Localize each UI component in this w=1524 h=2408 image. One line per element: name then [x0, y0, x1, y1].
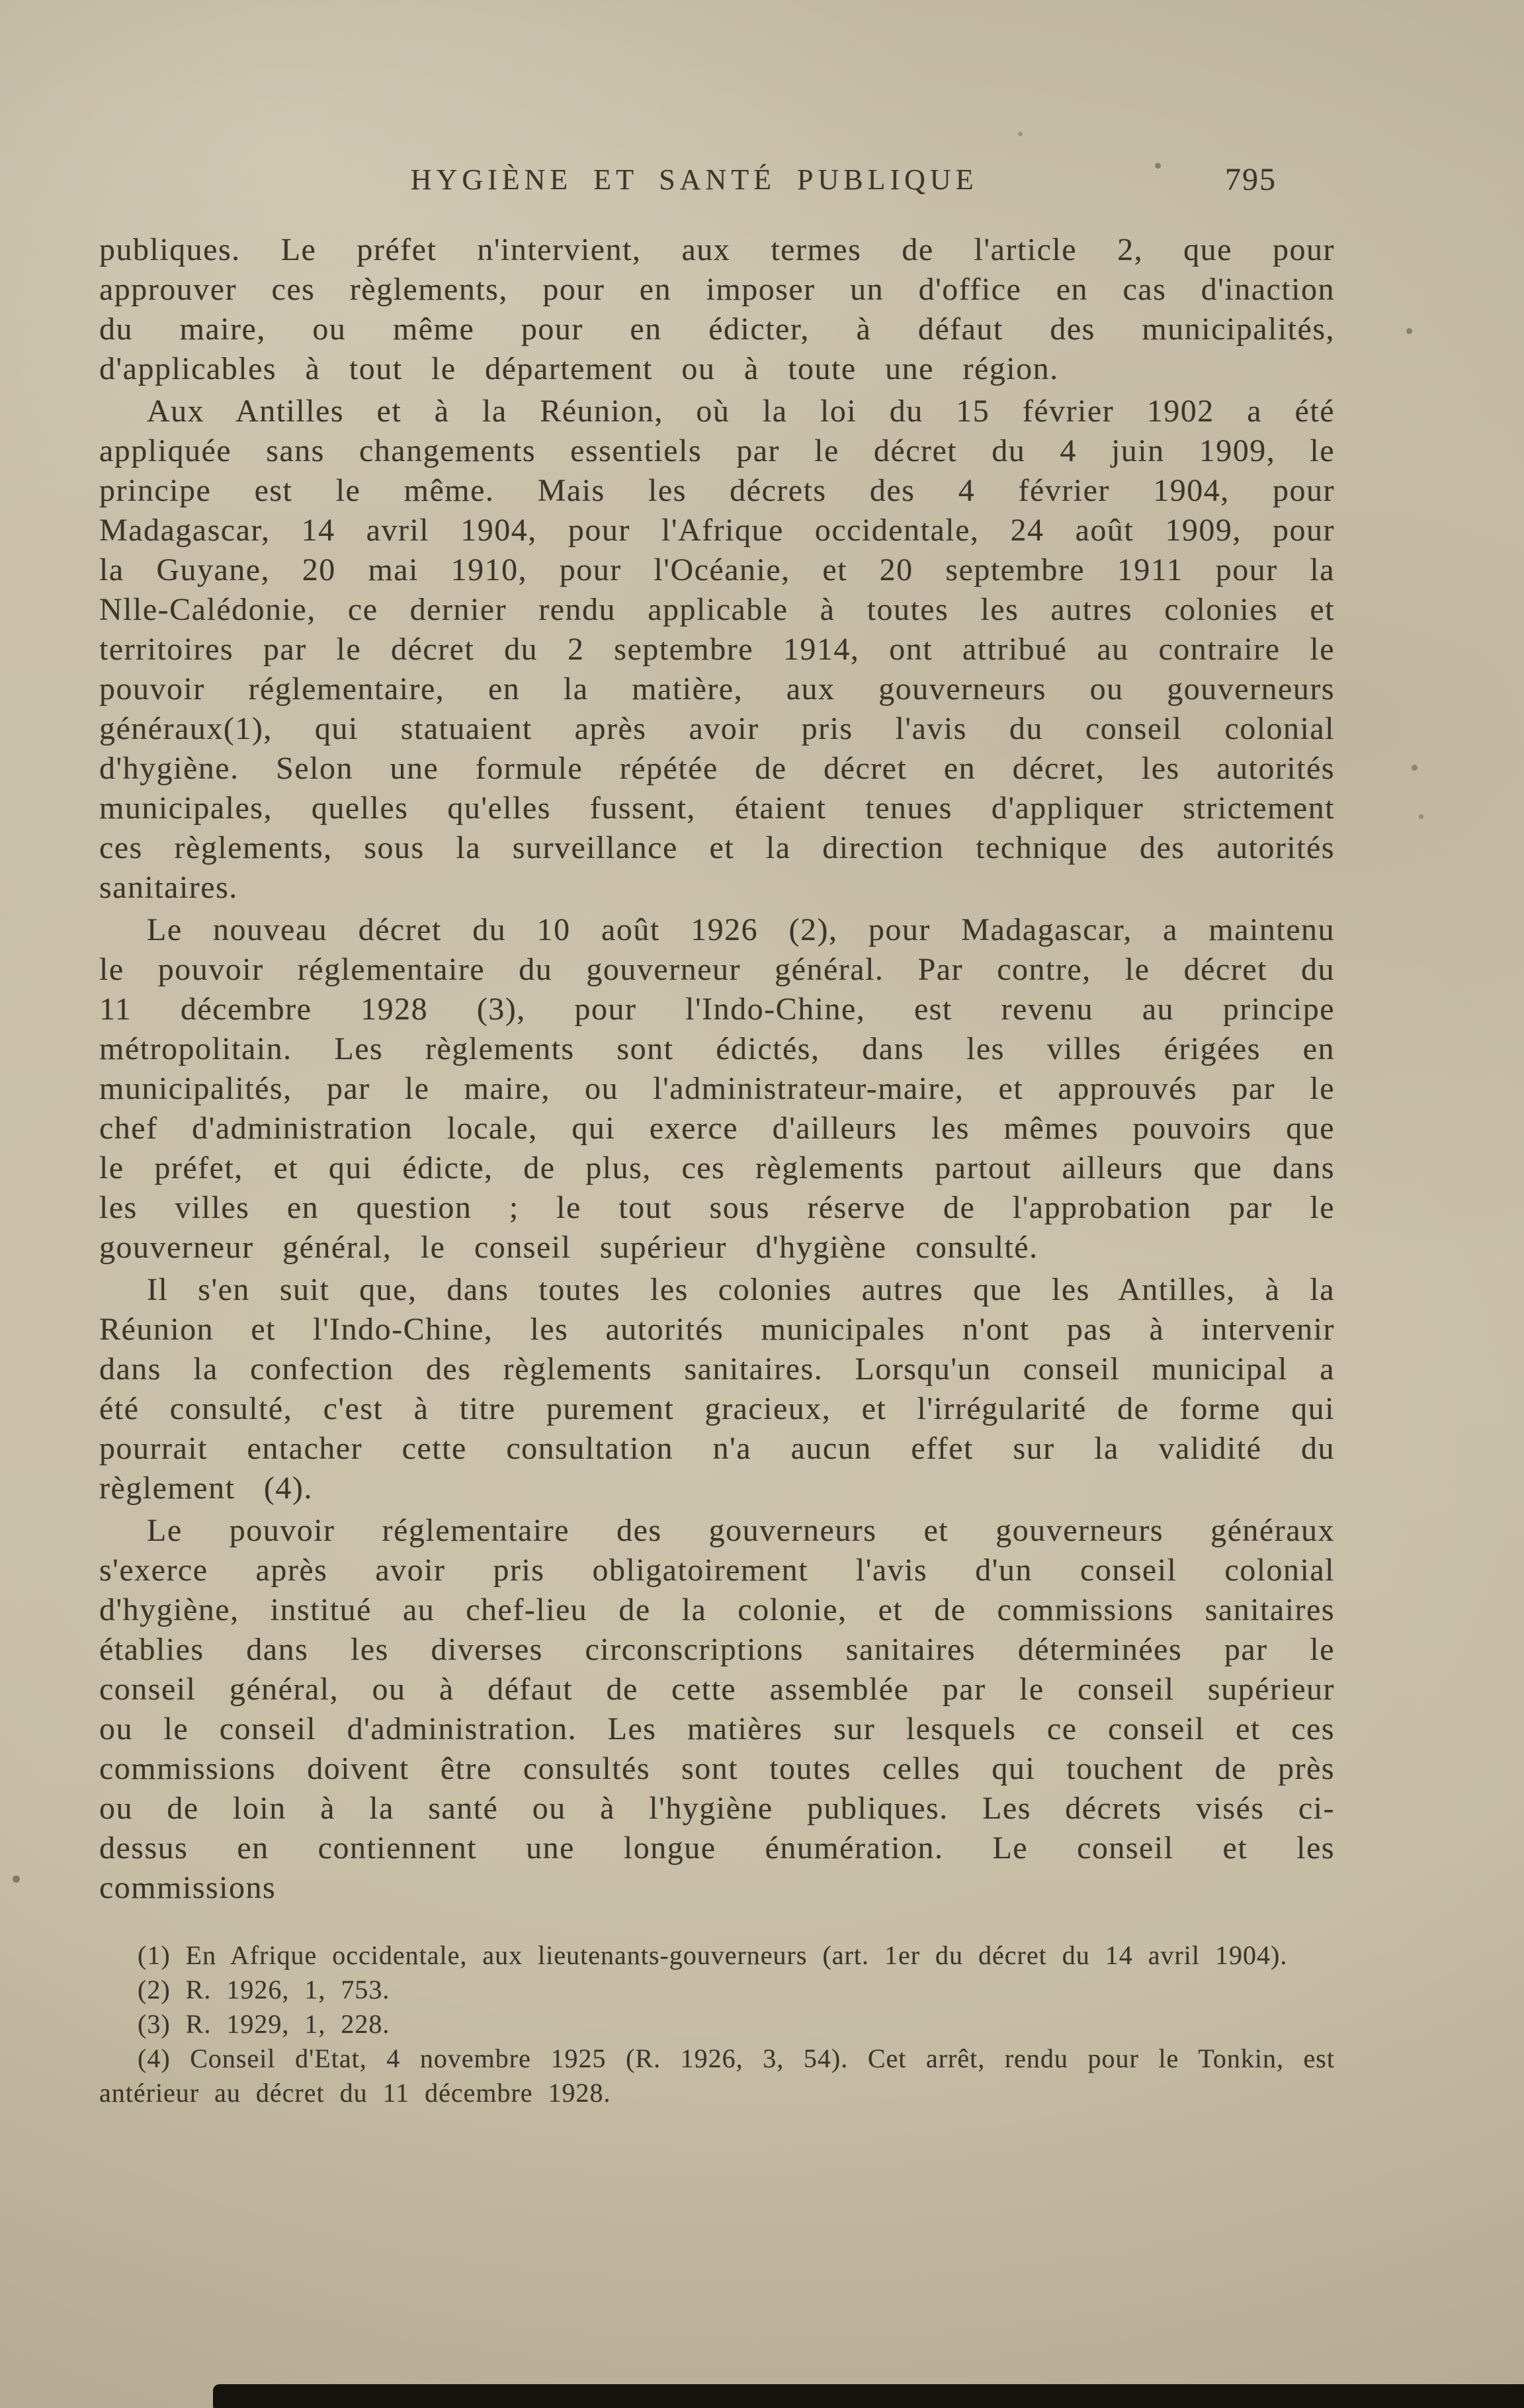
paragraph-continuation: publiques. Le préfet n'intervient, aux termes de l'article 2, que pour approuver ces règlements, pour en imposer un d'office en cas d'inaction du maire, ou même pour en édicter, à défaut des municipalités, d'applicables à tout le département ou à toute une région. — [99, 232, 1335, 386]
text-column — [99, 230, 1335, 2110]
footnote: (1) En Afrique occidentale, aux lieutenants-gouverneurs (art. 1er du décret du 14 avril 1904). — [138, 1940, 1288, 1970]
scan-speck-artifacts — [0, 0, 3, 3]
running-title: HYGIÈNE ET SANTÉ PUBLIQUE — [410, 163, 978, 196]
page-number: 795 — [1225, 162, 1277, 197]
footnote: (2) R. 1926, 1, 753. — [138, 1975, 390, 2004]
paragraph: Le pouvoir réglementaire des gouverneurs et gouverneurs généraux s'exerce après avoir pris obligatoirement l'avis d'un conseil colonial d'hygiène, institué au chef-lieu de la colonie, et de commissions sanitaires établies dans les diverses circonscriptions sanitaires déterminées par le conseil général, ou à défaut de cette assemblée par le conseil supérieur ou le conseil d'administration. Les matières sur lesquels ce conseil et ces commissions doivent être consultés sont toutes celles qui touchent de près ou de loin à la santé ou à l'hygiène publiques. Les décrets visés ci-dessus en contiennent une longue énumération. Le conseil et les commissions — [99, 1513, 1335, 1905]
paragraph: Aux Antilles et à la Réunion, où la loi du 15 février 1902 a été appliquée sans changements essentiels par le décret du 4 juin 1909, le principe est le même. Mais les décrets des 4 février 1904, pour Madagascar, 14 avril 1904, pour l'Afrique occidentale, 24 août 1909, pour la Guyane, 20 mai 1910, pour l'Océanie, et 20 septembre 1911 pour la Nlle-Calédonie, ce dernier rendu applicable à toutes les autres colonies et territoires par le décret du 2 septembre 1914, ont attribué au contraire le pouvoir réglementaire, en la matière, aux gouverneurs ou gouverneurs généraux(1), qui statuaient après avoir pris l'avis du conseil colonial d'hygiène. Selon une formule répétée de décret en décret, les autorités municipales, quelles qu'elles fussent, étaient tenues d'appliquer strictement ces règlements, sous la surveillance et la direction technique des autorités sanitaires. — [99, 394, 1335, 905]
footnotes-section — [99, 1938, 1335, 2110]
paragraph: Il s'en suit que, dans toutes les colonies autres que les Antilles, à la Réunion et l'Indo-Chine, les autorités municipales n'ont pas à intervenir dans la confection des règlements sanitaires. Lorsqu'un conseil municipal a été consulté, c'est à titre purement gracieux, et l'irrégularité de forme qui pourrait entacher cette consultation n'a aucun effet sur la validité du règlement (4). — [99, 1272, 1335, 1506]
paragraph: Le nouveau décret du 10 août 1926 (2), pour Madagascar, a maintenu le pouvoir réglementaire du gouverneur général. Par contre, le décret du 11 décembre 1928 (3), pour l'Indo-Chine, est revenu au principe métropolitain. Les règlements sont édictés, dans les villes érigées en municipalités, par le maire, ou l'administrateur-maire, et approuvés par le chef d'administration locale, qui exerce d'ailleurs les mêmes pouvoirs que le préfet, et qui édicte, de plus, ces règlements partout ailleurs que dans les villes en question ; le tout sous réserve de l'approbation par le gouverneur général, le conseil supérieur d'hygiène consulté. — [99, 912, 1335, 1265]
scan-edge-artifact — [213, 2384, 1524, 2408]
page-header — [99, 163, 1335, 205]
footnote: (3) R. 1929, 1, 228. — [138, 2009, 390, 2039]
footnote: (4) Conseil d'Etat, 4 novembre 1925 (R. 1926, 3, 54). Cet arrêt, rendu pour le Tonkin, est antérieur au décret du 11 décembre 1928. — [99, 2043, 1335, 2108]
